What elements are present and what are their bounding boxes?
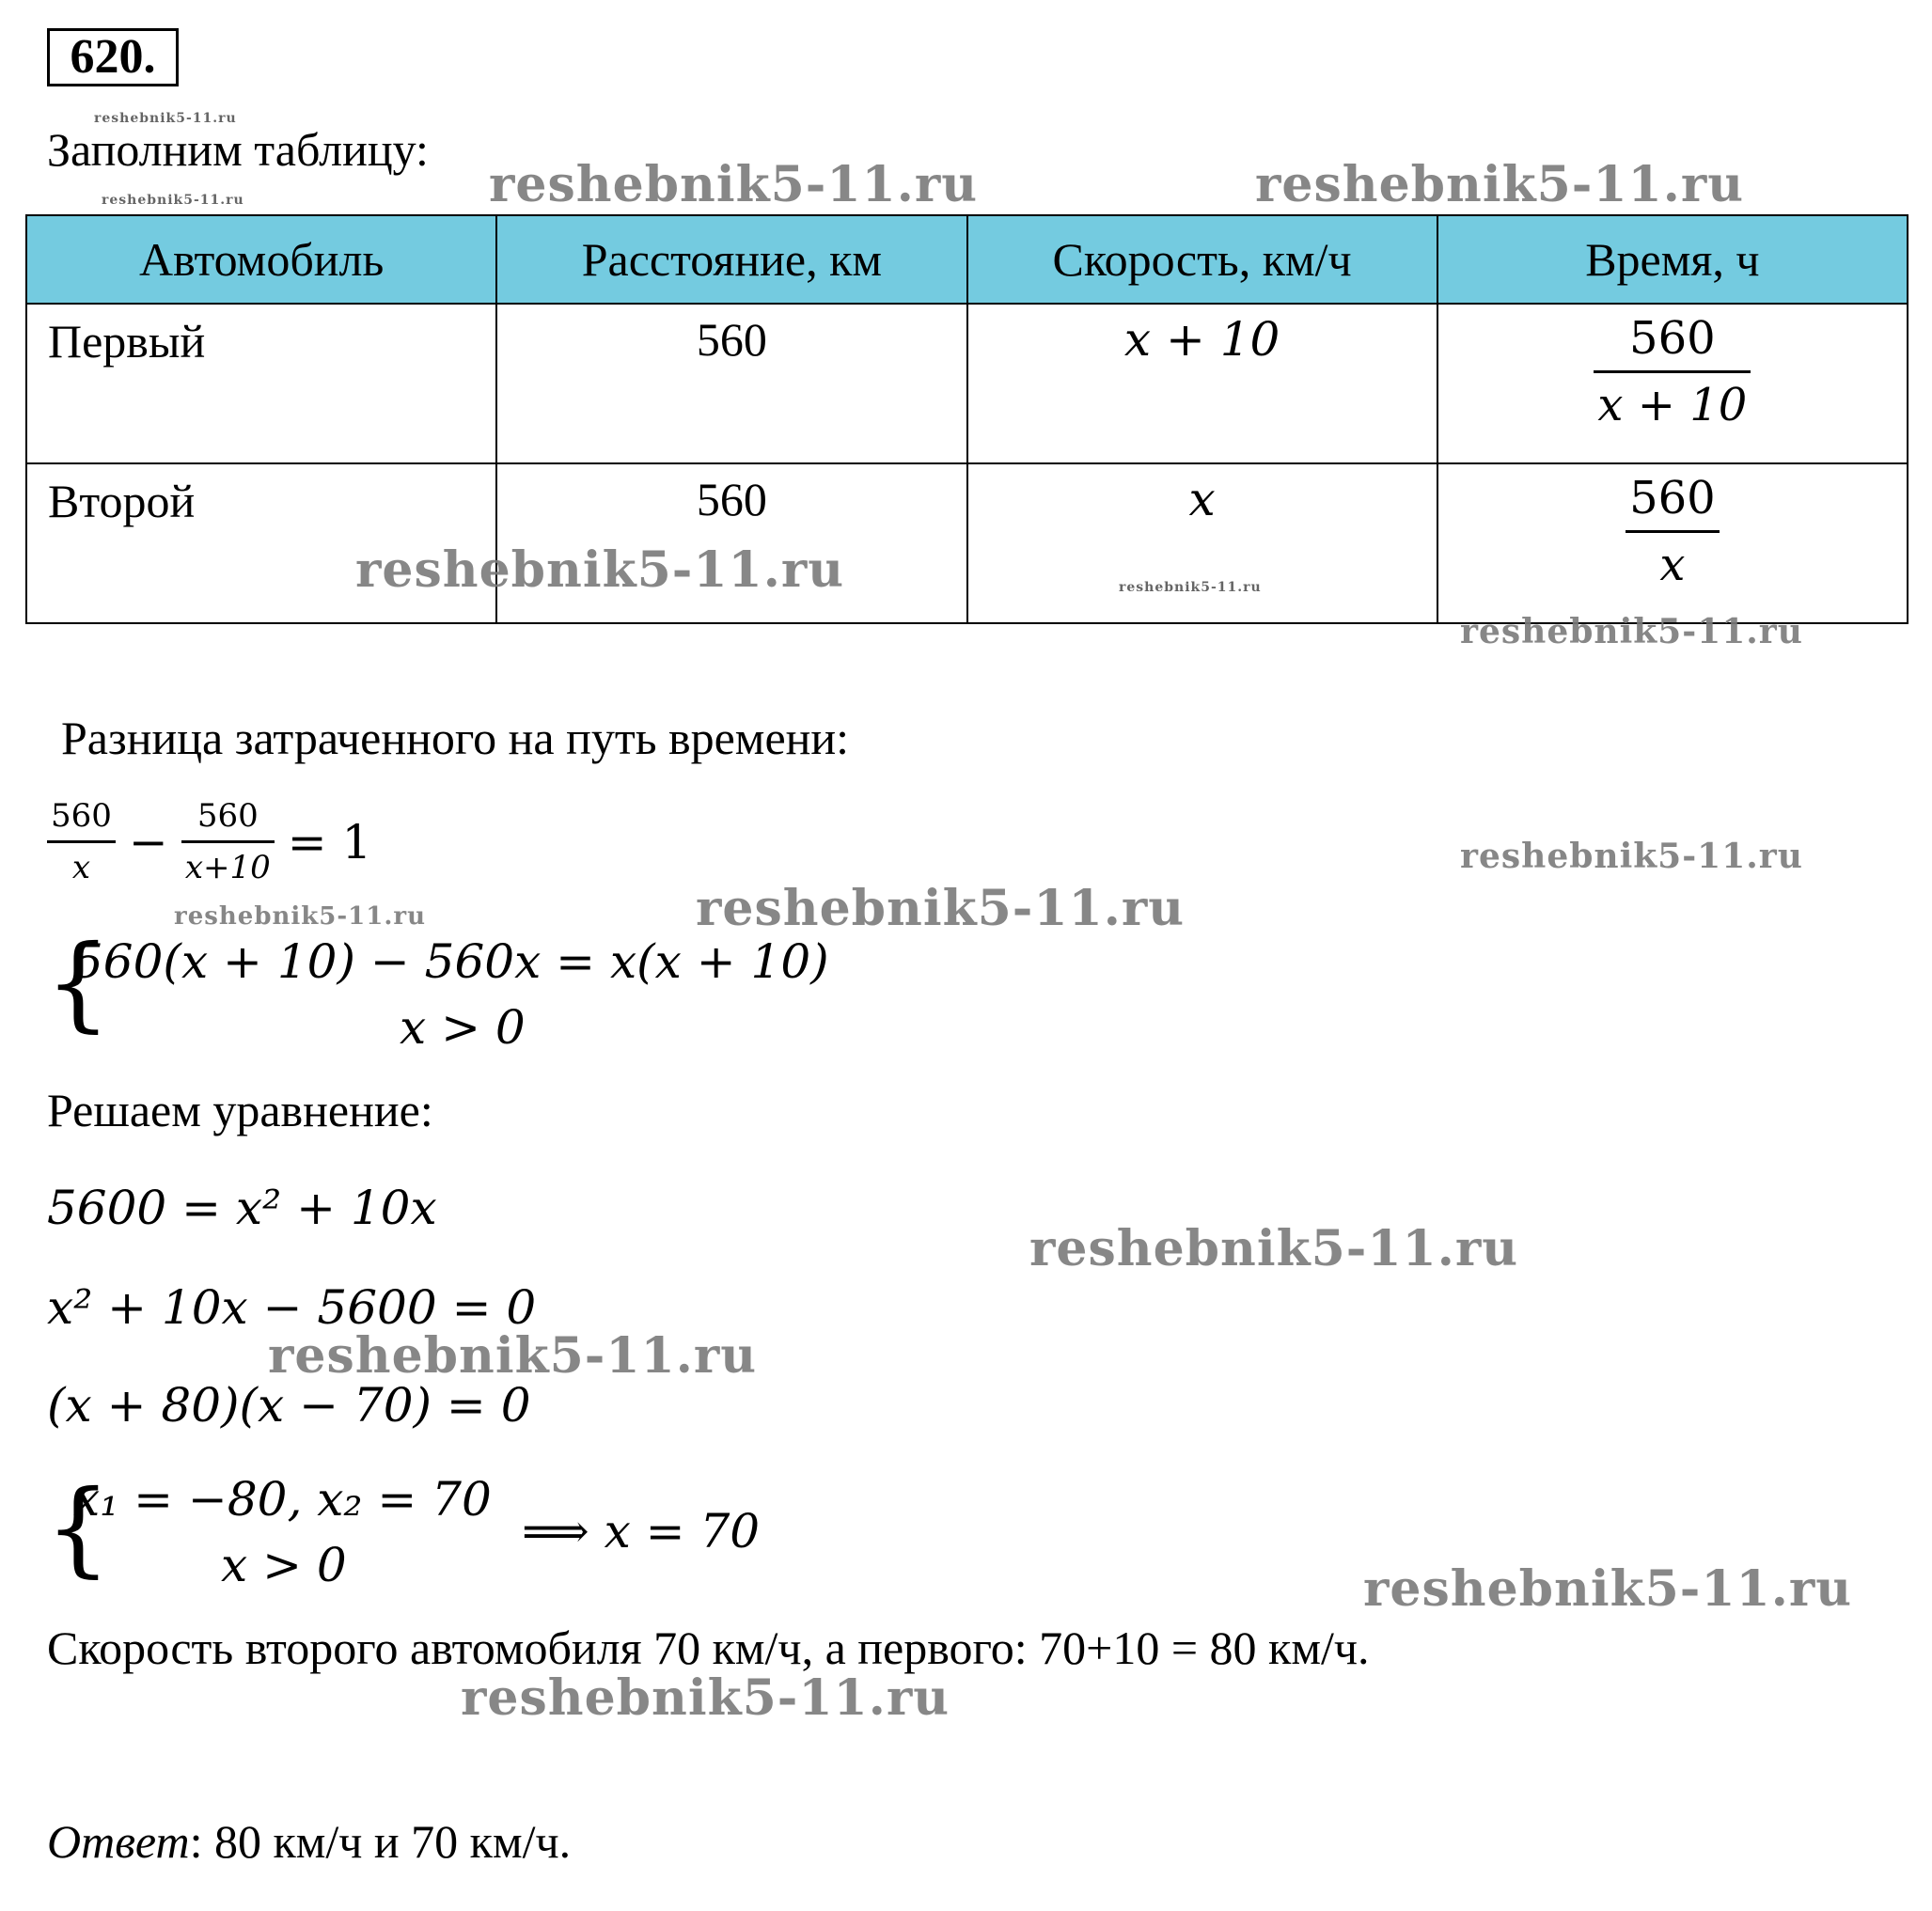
cell-distance: 560	[496, 304, 966, 463]
fraction-bar	[1594, 370, 1751, 373]
fraction-bar	[1626, 530, 1720, 533]
solution-step: (x + 80)(x − 70) = 0	[47, 1378, 531, 1433]
fraction	[47, 797, 116, 886]
watermark: reshebnik5-11.ru	[1460, 612, 1803, 651]
fraction-numerator: 560	[196, 797, 259, 835]
cell-distance: 560	[496, 463, 966, 623]
fraction-bar	[47, 840, 116, 843]
table-row	[26, 463, 1908, 623]
system-brace-icon: {	[45, 922, 111, 1042]
cell-car: Первый	[26, 304, 496, 463]
header-car: Автомобиль	[26, 215, 496, 304]
watermark: reshebnik5-11.ru	[268, 1327, 758, 1385]
watermark: reshebnik5-11.ru	[1255, 156, 1745, 213]
watermark: reshebnik5-11.ru	[1029, 1220, 1519, 1277]
fraction-denominator: x	[1659, 539, 1686, 591]
watermark: reshebnik5-11.ru	[1363, 1560, 1853, 1618]
cell-car: Второй	[26, 463, 496, 623]
watermark: reshebnik5-11.ru	[489, 156, 979, 213]
intro-text: Заполним таблицу:	[47, 123, 429, 176]
watermark: reshebnik5-11.ru	[94, 111, 237, 126]
answer-line	[47, 1814, 571, 1869]
problem-number: 620.	[47, 28, 179, 86]
cell-speed: x + 10	[967, 304, 1437, 463]
watermark: reshebnik5-11.ru	[461, 1669, 950, 1727]
system-condition-line: x > 0	[400, 1000, 526, 1055]
system-roots-line: x₁ = −80, x₂ = 70	[73, 1472, 492, 1527]
watermark: reshebnik5-11.ru	[355, 541, 845, 599]
watermark: reshebnik5-11.ru	[102, 193, 244, 208]
equation-rhs: = 1	[287, 814, 372, 869]
data-table	[25, 214, 1908, 624]
table-row	[26, 304, 1908, 463]
table-header-row	[26, 215, 1908, 304]
system-brace-icon: {	[45, 1467, 111, 1588]
minus-sign: −	[128, 814, 168, 869]
header-time: Время, ч	[1437, 215, 1908, 304]
answer-label: Ответ	[47, 1815, 190, 1868]
cell-speed: x	[967, 463, 1437, 623]
fraction-denominator: x + 10	[1597, 379, 1748, 431]
fraction-denominator: x	[71, 849, 91, 886]
solution-step: x² + 10x − 5600 = 0	[47, 1280, 537, 1335]
header-speed: Скорость, км/ч	[967, 215, 1437, 304]
system-equation-line: 560(x + 10) − 560x = x(x + 10)	[73, 934, 829, 989]
watermark: reshebnik5-11.ru	[1460, 837, 1803, 876]
cell-time	[1437, 463, 1908, 623]
system-condition-line: x > 0	[221, 1538, 347, 1592]
system-result: ⟹ x = 70	[522, 1504, 761, 1559]
header-distance: Расстояние, км	[496, 215, 966, 304]
fraction	[181, 797, 275, 886]
cell-time	[1437, 304, 1908, 463]
fraction-numerator: 560	[51, 797, 112, 835]
difference-label: Разница затраченного на путь времени:	[61, 712, 850, 764]
answer-text: : 80 км/ч и 70 км/ч.	[189, 1815, 572, 1868]
watermark: reshebnik5-11.ru	[696, 880, 1186, 937]
fraction-denominator: x+10	[184, 849, 271, 886]
watermark: reshebnik5-11.ru	[1119, 580, 1262, 595]
difference-equation	[47, 797, 371, 886]
fraction-numerator: 560	[1629, 472, 1716, 525]
solve-label: Решаем уравнение:	[47, 1084, 433, 1136]
fraction-numerator: 560	[1629, 312, 1716, 365]
fraction-bar	[181, 840, 275, 843]
conclusion-text: Скорость второго автомобиля 70 км/ч, а первого: 70+10 = 80 км/ч.	[47, 1621, 1370, 1674]
solution-step: 5600 = x² + 10x	[47, 1181, 437, 1235]
watermark: reshebnik5-11.ru	[174, 902, 427, 931]
time-fraction	[1594, 312, 1751, 431]
time-fraction	[1626, 472, 1720, 591]
